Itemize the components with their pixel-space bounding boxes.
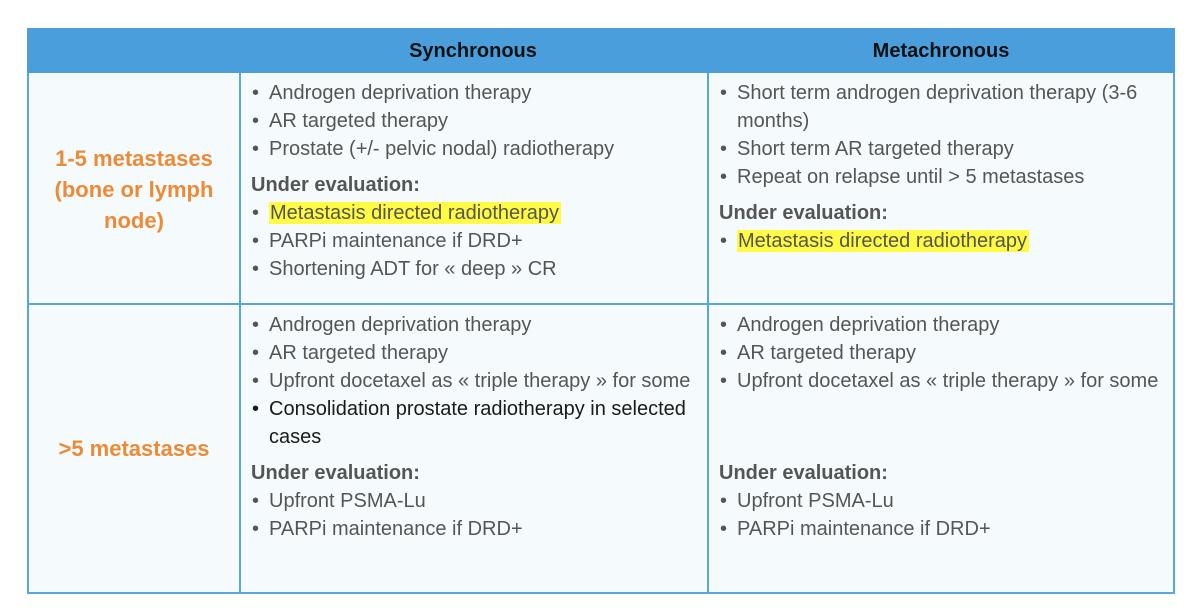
list-item: • Androgen deprivation therapy	[251, 79, 697, 107]
under-evaluation-list	[719, 227, 1163, 255]
under-evaluation-heading: Under evaluation:	[719, 462, 888, 484]
list-item: • AR targeted therapy	[251, 339, 697, 367]
list-item: • Androgen deprivation therapy	[251, 311, 697, 339]
under-evaluation-heading: Under evaluation:	[251, 462, 420, 484]
list-item: • Upfront PSMA-Lu	[251, 487, 697, 515]
list-item: • Short term androgen deprivation therapy (3-6 months)	[719, 79, 1163, 135]
list-item: • Upfront docetaxel as « triple therapy » for some	[719, 367, 1163, 395]
under-evaluation-list	[251, 199, 697, 283]
header-corner-cell	[27, 28, 239, 73]
row-label-oligometastatic: 1-5 metastases (bone or lymph node)	[27, 73, 239, 305]
list-item: • AR targeted therapy	[251, 107, 697, 135]
list-item	[719, 227, 1163, 255]
cell-poly-metachronous	[707, 305, 1175, 594]
list-item: • PARPi maintenance if DRD+	[251, 515, 697, 543]
under-evaluation-list	[719, 487, 1163, 543]
standard-treatment-list	[719, 79, 1163, 191]
list-item	[251, 199, 697, 227]
list-item: • Repeat on relapse until > 5 metastases	[719, 163, 1163, 191]
cell-poly-synchronous	[239, 305, 707, 594]
list-item: • Short term AR targeted therapy	[719, 135, 1163, 163]
row-label-polymetastatic: >5 metastases	[27, 305, 239, 594]
list-item: • Shortening ADT for « deep » CR	[251, 255, 697, 283]
list-item: • Androgen deprivation therapy	[719, 311, 1163, 339]
list-item: • PARPi maintenance if DRD+	[251, 227, 697, 255]
under-evaluation-heading: Under evaluation:	[719, 202, 888, 224]
list-item: • AR targeted therapy	[719, 339, 1163, 367]
cell-oligo-synchronous	[239, 73, 707, 305]
list-item: • Prostate (+/- pelvic nodal) radiotherapy	[251, 135, 697, 163]
header-synchronous: Synchronous	[239, 28, 707, 73]
header-metachronous: Metachronous	[707, 28, 1175, 73]
under-evaluation-list	[251, 487, 697, 543]
highlighted-text: Metastasis directed radiotherapy	[270, 202, 560, 224]
standard-treatment-list	[251, 311, 697, 451]
list-item: • Upfront docetaxel as « triple therapy » for some	[251, 367, 697, 395]
list-item: • PARPi maintenance if DRD+	[719, 515, 1163, 543]
cell-oligo-metachronous	[707, 73, 1175, 305]
standard-treatment-list	[719, 311, 1163, 395]
highlighted-text: Metastasis directed radiotherapy	[738, 230, 1028, 252]
list-item: • Upfront PSMA-Lu	[719, 487, 1163, 515]
list-item: • Consolidation prostate radiotherapy in selected cases	[251, 395, 697, 451]
standard-treatment-list	[251, 79, 697, 163]
treatment-table	[27, 28, 1175, 594]
under-evaluation-heading: Under evaluation:	[251, 174, 420, 196]
